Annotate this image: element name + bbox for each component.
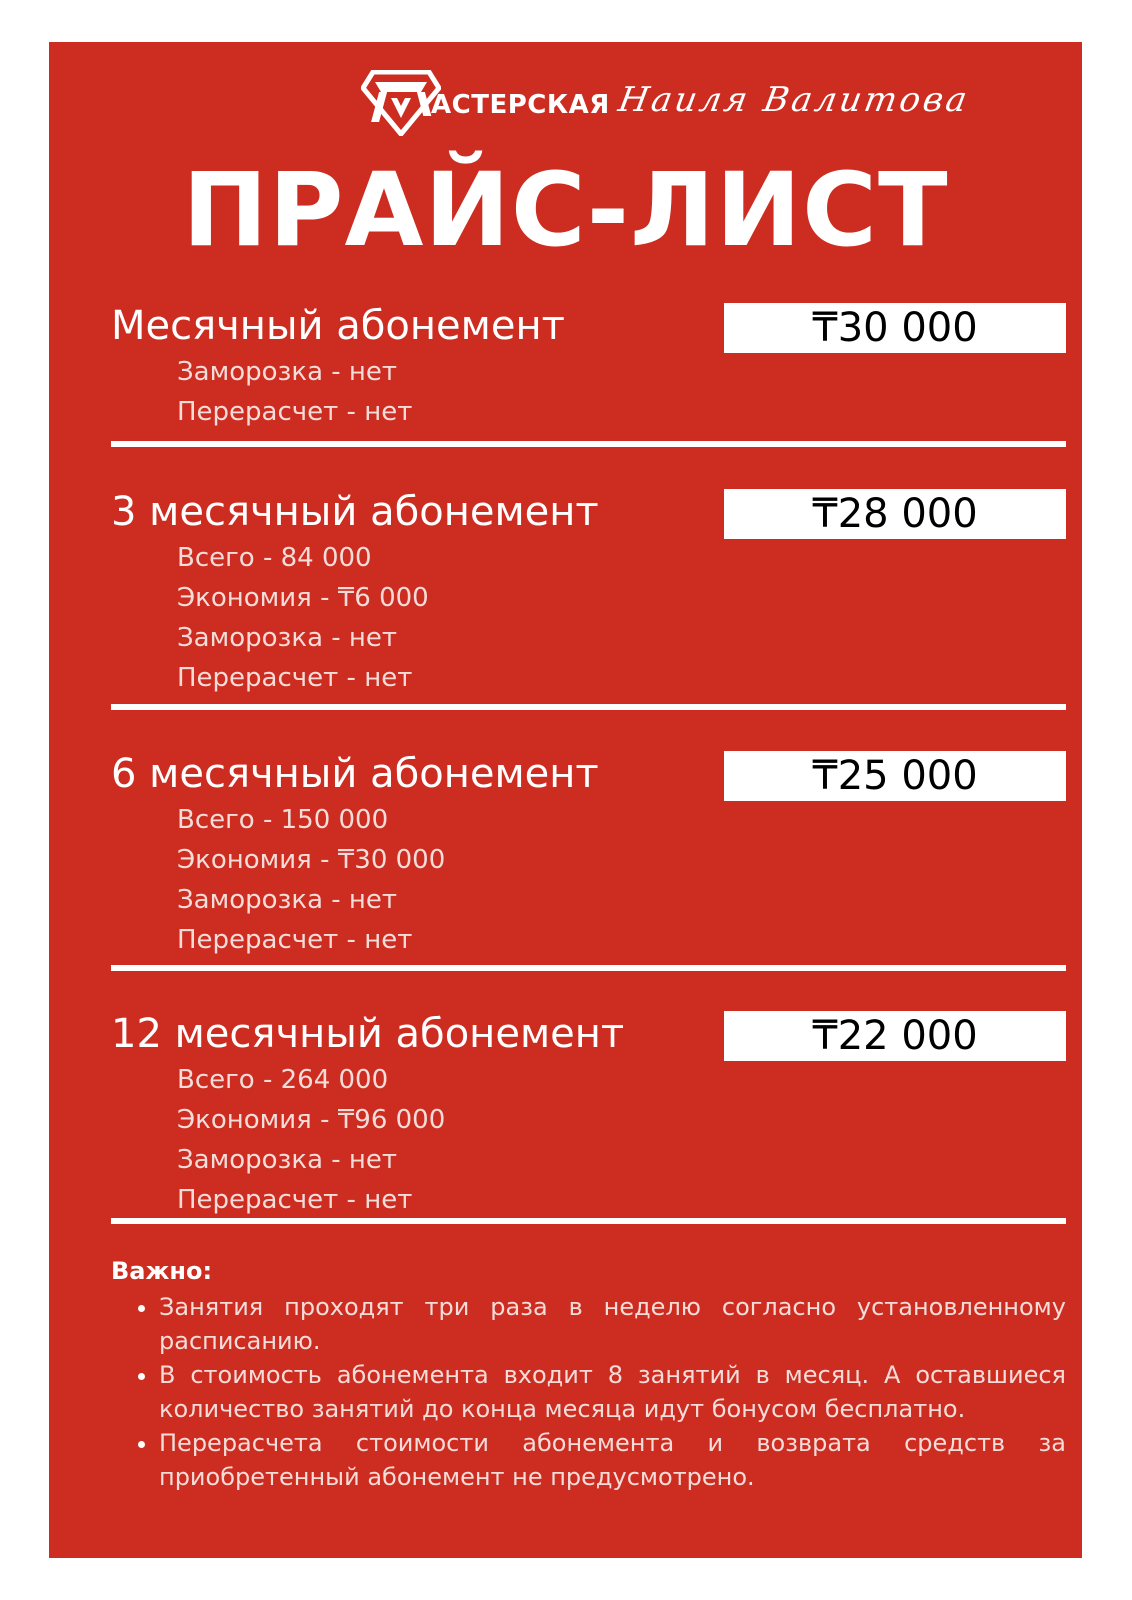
price-list-sheet [49, 42, 1082, 1558]
plan-detail: Всего - 264 000 [177, 1065, 389, 1095]
plan-price: ₸25 000 [724, 751, 1066, 801]
plan-details [177, 800, 445, 960]
brand-emblem-icon [361, 70, 441, 136]
plan-detail: Перерасчет - нет [177, 1185, 413, 1215]
brand-signature: Наиля Валитова [615, 80, 973, 120]
plan-details [177, 538, 429, 698]
plan-detail: Перерасчет - нет [177, 397, 413, 427]
plan-detail: Заморозка - нет [177, 357, 398, 387]
plan-price: ₸22 000 [724, 1011, 1066, 1061]
plan-name: 12 месячный абонемент [111, 1011, 625, 1057]
brand-wordmark: АСТЕРСКАЯ [431, 90, 610, 120]
plan-details [177, 1060, 445, 1220]
plan-detail: Всего - 150 000 [177, 805, 389, 835]
plan-detail: Экономия - ₸6 000 [177, 583, 429, 613]
note-item: • Занятия проходят три раза в неделю согласно установленному расписанию. [159, 1290, 1066, 1358]
plan-detail: Всего - 84 000 [177, 543, 372, 573]
notes-list [111, 1290, 1066, 1494]
plan-detail: Заморозка - нет [177, 1145, 398, 1175]
important-notes [111, 1256, 1066, 1494]
plan-price: ₸28 000 [724, 489, 1066, 539]
plan-name: Месячный абонемент [111, 303, 565, 349]
section-divider [111, 965, 1066, 971]
section-divider [111, 704, 1066, 710]
plan-name: 6 месячный абонемент [111, 751, 599, 797]
page-title: ПРАЙС-ЛИСТ [182, 151, 949, 270]
note-item: • Перерасчета стоимости абонемента и возврата средств за приобретенный абонемент не предусмотрено. [159, 1426, 1066, 1494]
section-divider [111, 441, 1066, 447]
plan-detail: Экономия - ₸96 000 [177, 1105, 446, 1135]
section-divider [111, 1218, 1066, 1224]
notes-heading: Важно: [111, 1257, 213, 1285]
plan-detail: Перерасчет - нет [177, 663, 413, 693]
plan-price: ₸30 000 [724, 303, 1066, 353]
note-item: • В стоимость абонемента входит 8 занятий в месяц. А оставшиеся количество занятий до конца месяца идут бонусом бесплатно. [159, 1358, 1066, 1426]
plan-name: 3 месячный абонемент [111, 489, 599, 535]
plan-detail: Экономия - ₸30 000 [177, 845, 446, 875]
plan-detail: Заморозка - нет [177, 623, 398, 653]
plan-details [177, 352, 412, 432]
plan-detail: Перерасчет - нет [177, 925, 413, 955]
brand-logo [49, 66, 1082, 146]
plan-detail: Заморозка - нет [177, 885, 398, 915]
